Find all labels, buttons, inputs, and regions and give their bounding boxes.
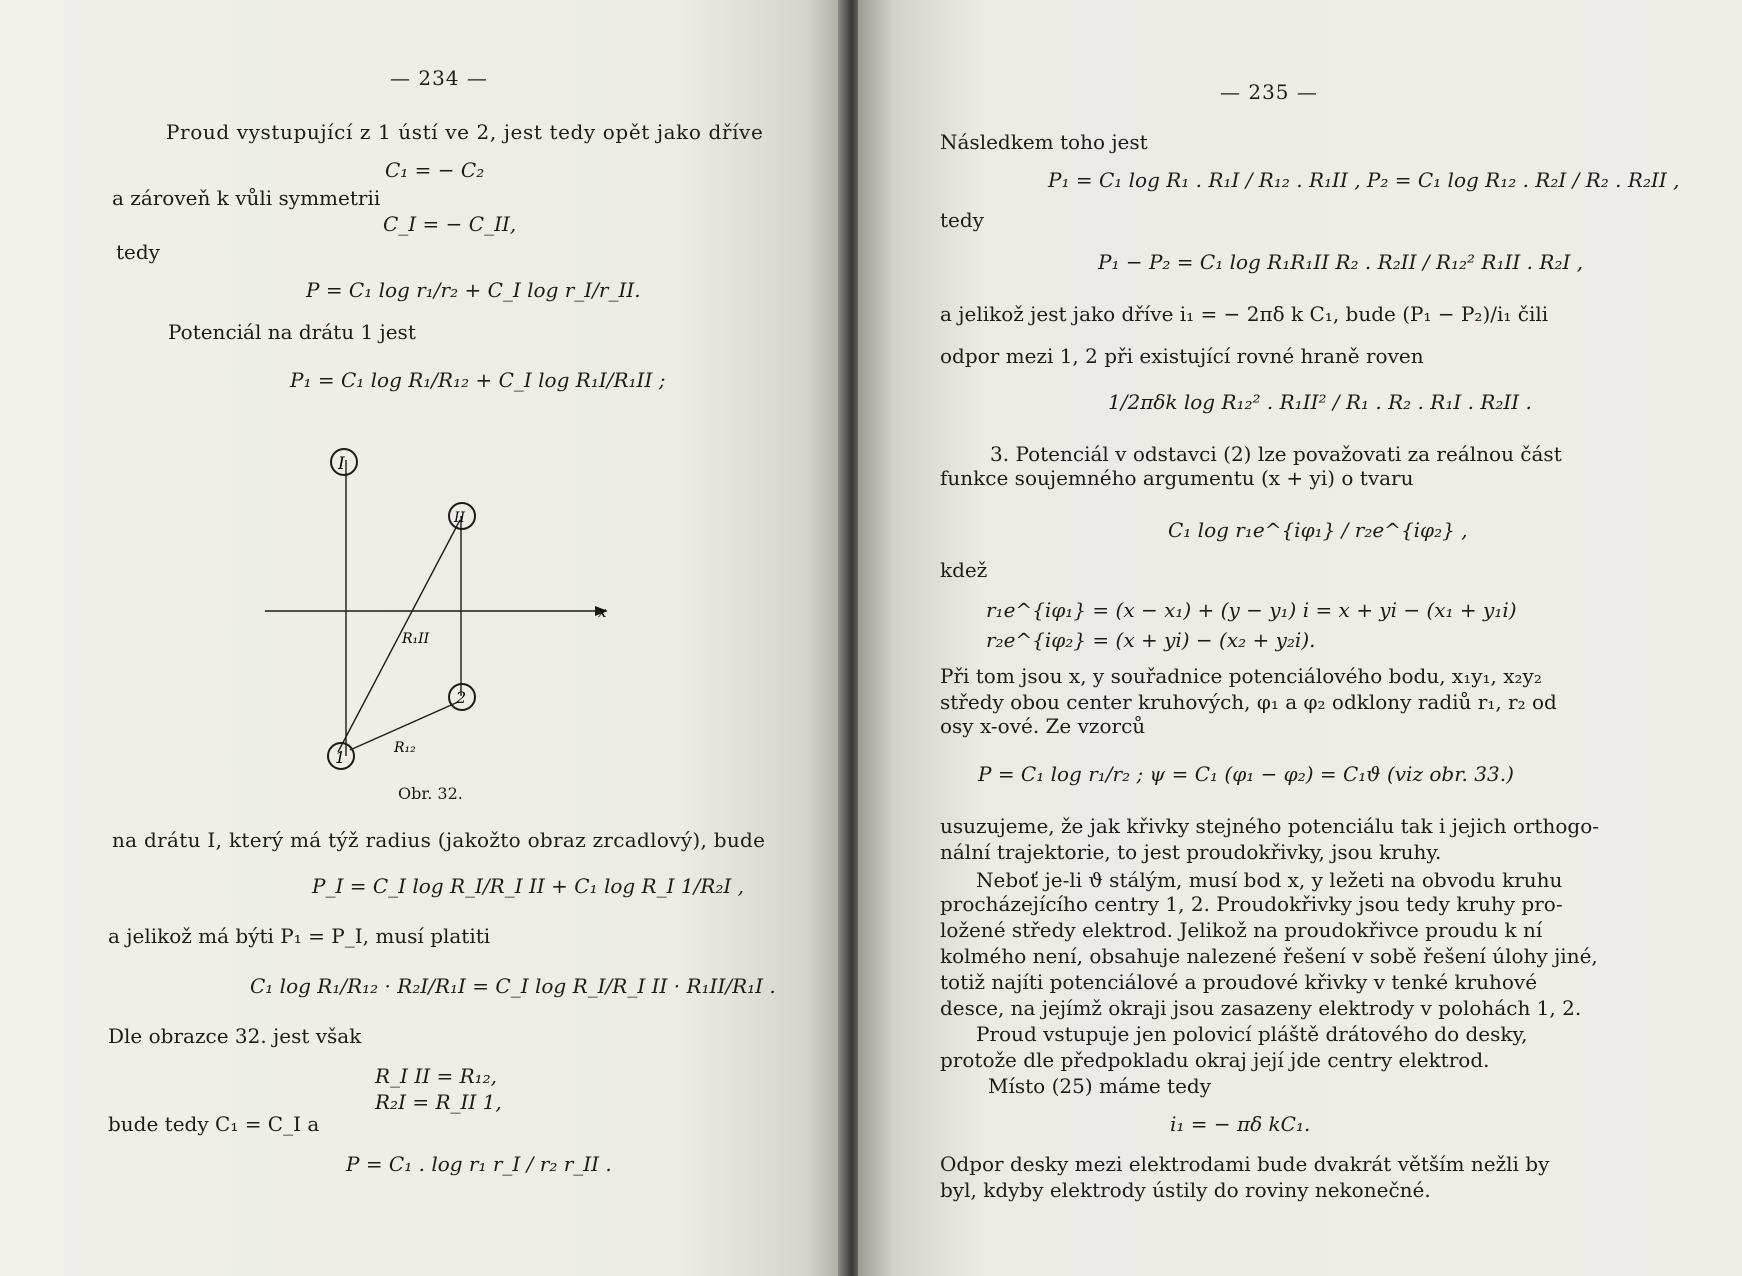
label-r1II: R₁II <box>402 631 430 647</box>
left-page <box>0 0 848 1276</box>
text-line: osy x-ové. Ze vzorců <box>940 714 1146 738</box>
label-I: I <box>338 454 345 474</box>
equation: R_I II = R₁₂, <box>375 1064 498 1088</box>
text-line: a jelikož má býti P₁ = P_I, musí platiti <box>108 924 491 948</box>
label-r12: R₁₂ <box>394 740 416 756</box>
text-line: kdež <box>940 558 988 582</box>
text-line: totiž najíti potenciálové a proudové křivky v tenké kruhové <box>940 970 1538 994</box>
equation: P₁ = C₁ log R₁/R₁₂ + C_I log R₁I/R₁II ; <box>290 368 666 392</box>
text-line: protože dle předpokladu okraj její jde centry elektrod. <box>940 1048 1490 1072</box>
equation: 1/2πδk log R₁₂² . R₁II² / R₁ . R₂ . R₁I . R₂II . <box>1108 390 1532 414</box>
equation: P_I = C_I log R_I/R_I II + C₁ log R_I 1/R₂I , <box>312 874 745 898</box>
text-line: Potenciál na drátu 1 jest <box>168 320 416 344</box>
text-line: desce, na jejímž okraji jsou zasazeny elektrody v polohách 1, 2. <box>940 996 1582 1020</box>
equation: R₂I = R_II 1, <box>375 1090 502 1114</box>
text-line: funkce soujemného argumentu (x + yi) o tvaru <box>940 466 1414 490</box>
text-line: Místo (25) máme tedy <box>988 1074 1212 1098</box>
equation: i₁ = − πδ kC₁. <box>1170 1112 1311 1136</box>
text-line: Následkem toho jest <box>940 130 1148 154</box>
text-line: Odpor desky mezi elektrodami bude dvakrát větším nežli by <box>940 1152 1550 1176</box>
page-number: — 235 — <box>1220 80 1318 104</box>
text-line: byl, kdyby elektrody ústily do roviny nekonečné. <box>940 1178 1431 1202</box>
text-line: Při tom jsou x, y souřadnice potenciálového bodu, x₁y₁, x₂y₂ <box>940 664 1542 688</box>
equation: C_I = − C_II, <box>383 212 517 236</box>
label-2: 2 <box>456 688 467 707</box>
label-x: x <box>598 603 607 621</box>
equation: C₁ log R₁/R₁₂ · R₂I/R₁I = C_I log R_I/R_I II · R₁II/R₁I . <box>250 974 776 998</box>
equation: C₁ = − C₂ <box>385 158 485 182</box>
text-line: kolmého není, obsahuje nalezené řešení v sobě řešení úlohy jiné, <box>940 944 1598 968</box>
equation: P = C₁ log r₁/r₂ ; ψ = C₁ (φ₁ − φ₂) = C₁ϑ (viz obr. 33.) <box>978 762 1514 786</box>
equation: P₁ − P₂ = C₁ log R₁R₁II R₂ . R₂II / R₁₂² R₁II . R₂I , <box>1098 250 1584 274</box>
equation: C₁ log r₁e^{iφ₁} / r₂e^{iφ₂} , <box>1168 518 1468 542</box>
text-line: středy obou center kruhových, φ₁ a φ₂ odklony radiů r₁, r₂ od <box>940 690 1557 714</box>
equation: r₁e^{iφ₁} = (x − x₁) + (y − y₁) i = x + yi − (x₁ + y₁i) <box>986 598 1517 622</box>
equation: P₁ = C₁ log R₁ . R₁I / R₁₂ . R₁II , P₂ = C₁ log R₁₂ . R₂I / R₂ . R₂II , <box>1048 168 1680 192</box>
equation: P = C₁ log r₁/r₂ + C_I log r_I/r_II. <box>306 278 641 302</box>
text-line: ložené středy elektrod. Jelikož na proudokřivce proudu k ní <box>940 918 1543 942</box>
figure-caption: Obr. 32. <box>398 784 463 803</box>
text-line: a jelikož jest jako dříve i₁ = − 2πδ k C₁, bude (P₁ − P₂)/i₁ čili <box>940 302 1549 326</box>
page-number: — 234 — <box>390 66 488 90</box>
figure-32 <box>240 440 620 780</box>
text-line: usuzujeme, že jak křivky stejného potenciálu tak i jejich orthogo- <box>940 814 1599 838</box>
text-line: 3. Potenciál v odstavci (2) lze považovati za reálnou část <box>990 442 1562 466</box>
text-line: tedy <box>116 240 160 264</box>
text-line: a zároveň k vůli symmetrii <box>112 186 381 210</box>
equation: r₂e^{iφ₂} = (x + yi) − (x₂ + y₂i). <box>986 628 1316 652</box>
text-line: procházejícího centry 1, 2. Proudokřivky jsou tedy kruhy pro- <box>940 892 1563 916</box>
text-line: bude tedy C₁ = C_I a <box>108 1112 320 1136</box>
text-line: na drátu I, který má týž radius (jakožto obraz zrcadlový), bude <box>112 828 766 852</box>
text-line: odpor mezi 1, 2 při existující rovné hraně roven <box>940 344 1424 368</box>
text-line: Dle obrazce 32. jest však <box>108 1024 362 1048</box>
text-line: tedy <box>940 208 984 232</box>
label-II: II <box>454 510 466 526</box>
text-line: nální trajektorie, to jest proudokřivky, jsou kruhy. <box>940 840 1442 864</box>
line-r1II <box>338 520 460 752</box>
text-line: Proud vstupuje jen polovicí pláště drátového do desky, <box>976 1022 1528 1046</box>
right-page <box>858 0 1742 1276</box>
text-line: Neboť je-li ϑ stálým, musí bod x, y ležeti na obvodu kruhu <box>976 868 1563 892</box>
label-1: 1 <box>335 748 346 767</box>
text-line: Proud vystupující z 1 ústí ve 2, jest tedy opět jako dříve <box>166 120 764 144</box>
equation: P = C₁ . log r₁ r_I / r₂ r_II . <box>346 1152 612 1176</box>
